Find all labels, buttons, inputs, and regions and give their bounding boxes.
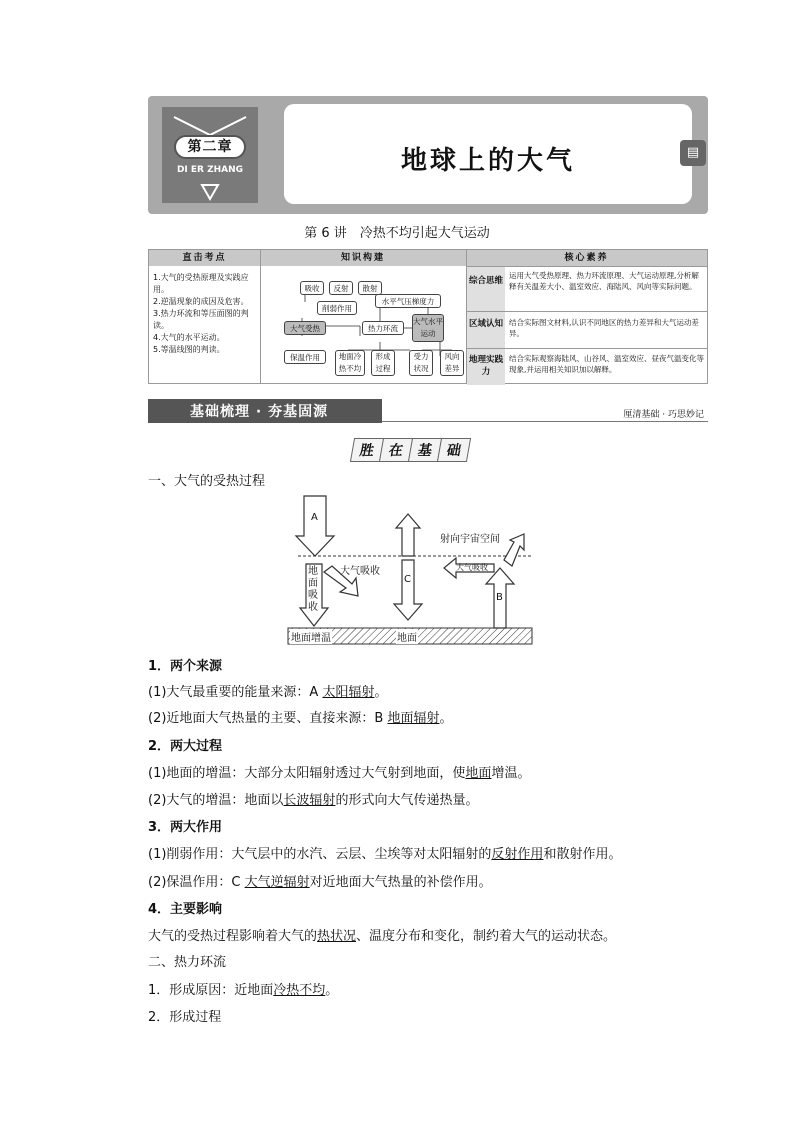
- basics-heading: [352, 438, 468, 462]
- list-item: 4.大气的水平运动。: [153, 333, 225, 342]
- map-node-form-process: 形成过程: [371, 350, 395, 376]
- map-node-uneven: 地面冷热不均: [335, 350, 365, 376]
- text-line: (1)地面的增温：大部分太阳辐射透过大气射到地面，使地面增温。: [148, 766, 531, 781]
- summary-table: [148, 249, 708, 384]
- competency-desc: 结合实际观察海陆风、山谷风、温室效应、昼夜气温变化等现象,并运用相关知识加以解释。: [509, 354, 704, 374]
- basics-char: 基: [408, 438, 442, 462]
- competency-name: 区域认知: [467, 312, 505, 349]
- text-line: (2)大气的增温：地面以长波辐射的形式向大气传递热量。: [148, 793, 479, 808]
- exam-points-list: [153, 272, 257, 356]
- header-exam-points: 直击考点: [149, 250, 260, 266]
- map-node-horizontal-motion: 大气水平运动: [412, 314, 444, 342]
- label-atm-absorb: 大气吸收: [340, 566, 380, 577]
- competency-row: [467, 311, 707, 349]
- section-rule: [382, 421, 708, 422]
- subheading-processes: 2．两大过程: [148, 739, 223, 754]
- label-c: C: [404, 574, 411, 585]
- label-ground-absorb: 地面吸收: [308, 566, 318, 613]
- label-atm-absorb-2: 大气吸收: [456, 563, 488, 572]
- text-line: 大气的受热过程影响着大气的热状况、温度分布和变化，制约着大气的运动状态。: [148, 929, 617, 944]
- map-node-atm-heating: 大气受热: [284, 321, 326, 335]
- label-ground: 地面: [396, 629, 418, 644]
- basics-char: 础: [437, 438, 471, 462]
- map-node-reflect: 反射: [329, 281, 353, 295]
- section-title: 基础梳理 · 夯基固源: [190, 404, 329, 420]
- text-line: (1)大气最重要的能量来源：A 太阳辐射。: [148, 685, 388, 700]
- lecture-title: 第 6 讲 冷热不均引起大气运动: [304, 226, 490, 241]
- text-line: 1．形成原因：近地面冷热不均。: [148, 983, 339, 998]
- subheading-sources: 1．两个来源: [148, 659, 223, 674]
- header-competency: 核心素养: [466, 250, 707, 266]
- map-node-thermal-circ: 热力环流: [362, 321, 404, 335]
- header-knowledge: 知识构建: [260, 250, 466, 266]
- text-line: 2．形成过程: [148, 1010, 222, 1025]
- book-icon: ▤: [680, 140, 706, 166]
- chapter-title: 地球上的大气: [400, 146, 575, 176]
- map-node-force-state: 受力状况: [409, 350, 433, 376]
- list-item: 2.逆温现象的成因及危害。: [153, 297, 249, 306]
- chapter-banner: [148, 96, 708, 214]
- list-item: 3.热力环流和等压面图的判读。: [153, 309, 249, 330]
- section-bar: [148, 399, 708, 423]
- list-item: 1.大气的受热原理及实践应用。: [153, 273, 249, 294]
- section-subtitle: 厘清基础 · 巧思妙记: [623, 410, 704, 420]
- list-item: 5.等温线图的判读。: [153, 345, 225, 354]
- map-node-absorb: 吸收: [300, 281, 324, 295]
- competency-name: 综合思维: [467, 267, 505, 312]
- chapter-pinyin: DI ER ZHANG: [176, 165, 244, 175]
- label-ground-warm: 地面增温: [290, 629, 332, 644]
- competency-desc: 结合实际图文材料,认识不同地区的热力差异和大气运动差异。: [509, 318, 699, 338]
- heading-heating-process: 一、大气的受热过程: [148, 474, 266, 489]
- chapter-title-panel: [284, 104, 692, 204]
- competency-row: [467, 348, 707, 385]
- map-node-wind-diff: 风向差异: [440, 350, 464, 376]
- chapter-badge: [160, 105, 260, 205]
- basics-char: 在: [379, 438, 413, 462]
- competency-name: 地理实践力: [467, 349, 505, 385]
- map-node-weaken: 削弱作用: [317, 301, 357, 315]
- label-a: A: [311, 512, 318, 523]
- label-b: B: [496, 592, 503, 603]
- heading-thermal-circulation: 二、热力环流: [148, 955, 227, 970]
- subheading-functions: 3．两大作用: [148, 820, 223, 835]
- map-node-pressure-force: 水平气压梯度力: [375, 294, 441, 308]
- subheading-impact: 4．主要影响: [148, 902, 223, 917]
- text-line: (2)保温作用：C 大气逆辐射对近地面大气热量的补偿作用。: [148, 875, 492, 890]
- competency-row: [467, 266, 707, 312]
- competency-desc: 运用大气受热原理、热力环流原理、大气运动原理,分析解释有关温差大小、温室效应、海陆风、风向等实际问题。: [509, 271, 699, 291]
- text-line: (1)削弱作用：大气层中的水汽、云层、尘埃等对太阳辐射的反射作用和散射作用。: [148, 847, 622, 862]
- heating-process-diagram: [284, 488, 536, 652]
- chapter-number: 第二章: [174, 135, 246, 159]
- label-to-space: 射向宇宙空间: [440, 534, 500, 545]
- text-line: (2)近地面大气热量的主要、直接来源：B 地面辐射。: [148, 711, 453, 726]
- map-node-insulation: 保温作用: [284, 350, 326, 364]
- basics-char: 胜: [350, 438, 384, 462]
- map-node-scatter: 散射: [358, 281, 382, 295]
